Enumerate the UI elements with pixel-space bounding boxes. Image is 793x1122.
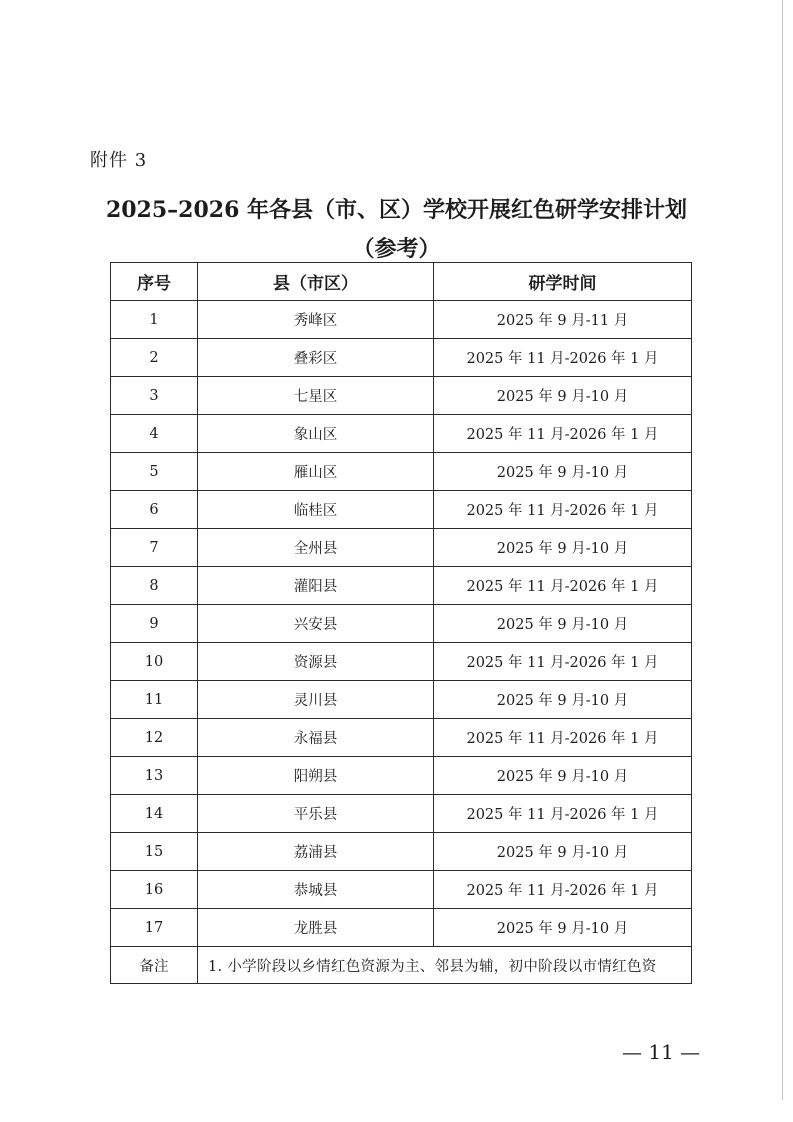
period-cell: 2025 年 9 月-10 月 [434, 757, 692, 795]
county-cell: 临桂区 [198, 491, 434, 529]
row-number-cell: 14 [111, 795, 198, 833]
period-cell: 2025 年 9 月-10 月 [434, 529, 692, 567]
period-cell: 2025 年 11 月-2026 年 1 月 [434, 567, 692, 605]
schedule-table [110, 262, 692, 984]
table-row [111, 339, 692, 377]
document-title: 2025–2026 年各县（市、区）学校开展红色研学安排计划 [105, 197, 688, 223]
county-cell: 灵川县 [198, 681, 434, 719]
table-row [111, 833, 692, 871]
period-cell: 2025 年 9 月-10 月 [434, 909, 692, 947]
period-cell: 2025 年 9 月-10 月 [434, 681, 692, 719]
remark-label: 备注 [111, 947, 198, 984]
remark-row [111, 947, 692, 984]
county-cell: 资源县 [198, 643, 434, 681]
table-row [111, 909, 692, 947]
table-row [111, 415, 692, 453]
row-number-cell: 11 [111, 681, 198, 719]
county-cell: 龙胜县 [198, 909, 434, 947]
row-number-cell: 17 [111, 909, 198, 947]
county-cell: 永福县 [198, 719, 434, 757]
county-cell: 秀峰区 [198, 301, 434, 339]
table-row [111, 453, 692, 491]
remark-text: 1. 小学阶段以乡情红色资源为主、邻县为辅，初中阶段以市情红色资 [198, 947, 692, 984]
period-cell: 2025 年 11 月-2026 年 1 月 [434, 719, 692, 757]
row-number-cell: 6 [111, 491, 198, 529]
header-county: 县（市区） [198, 263, 434, 301]
table-row [111, 377, 692, 415]
page-number: — 11 — [622, 1040, 701, 1064]
scan-edge-line [782, 0, 783, 1100]
row-number-cell: 9 [111, 605, 198, 643]
row-number-cell: 15 [111, 833, 198, 871]
table-row [111, 301, 692, 339]
header-row [111, 263, 692, 301]
county-cell: 七星区 [198, 377, 434, 415]
table-header [111, 263, 692, 301]
period-cell: 2025 年 9 月-10 月 [434, 605, 692, 643]
row-number-cell: 8 [111, 567, 198, 605]
period-cell: 2025 年 11 月-2026 年 1 月 [434, 415, 692, 453]
period-cell: 2025 年 9 月-10 月 [434, 453, 692, 491]
table-row [111, 871, 692, 909]
period-cell: 2025 年 9 月-11 月 [434, 301, 692, 339]
row-number-cell: 1 [111, 301, 198, 339]
county-cell: 叠彩区 [198, 339, 434, 377]
period-cell: 2025 年 11 月-2026 年 1 月 [434, 339, 692, 377]
period-cell: 2025 年 9 月-10 月 [434, 377, 692, 415]
row-number-cell: 16 [111, 871, 198, 909]
period-cell: 2025 年 11 月-2026 年 1 月 [434, 491, 692, 529]
table-row [111, 795, 692, 833]
table-body [111, 301, 692, 984]
county-cell: 荔浦县 [198, 833, 434, 871]
document-subtitle: （参考） [352, 236, 441, 262]
table-row [111, 529, 692, 567]
row-number-cell: 3 [111, 377, 198, 415]
header-period: 研学时间 [434, 263, 692, 301]
row-number-cell: 5 [111, 453, 198, 491]
county-cell: 平乐县 [198, 795, 434, 833]
county-cell: 兴安县 [198, 605, 434, 643]
county-cell: 恭城县 [198, 871, 434, 909]
county-cell: 灌阳县 [198, 567, 434, 605]
period-cell: 2025 年 11 月-2026 年 1 月 [434, 871, 692, 909]
county-cell: 雁山区 [198, 453, 434, 491]
row-number-cell: 12 [111, 719, 198, 757]
table-row [111, 643, 692, 681]
row-number-cell: 7 [111, 529, 198, 567]
county-cell: 阳朔县 [198, 757, 434, 795]
row-number-cell: 4 [111, 415, 198, 453]
row-number-cell: 13 [111, 757, 198, 795]
period-cell: 2025 年 11 月-2026 年 1 月 [434, 643, 692, 681]
table-row [111, 491, 692, 529]
table-row [111, 719, 692, 757]
row-number-cell: 2 [111, 339, 198, 377]
row-number-cell: 10 [111, 643, 198, 681]
county-cell: 象山区 [198, 415, 434, 453]
table-row [111, 567, 692, 605]
table-row [111, 605, 692, 643]
period-cell: 2025 年 11 月-2026 年 1 月 [434, 795, 692, 833]
header-number: 序号 [111, 263, 198, 301]
period-cell: 2025 年 9 月-10 月 [434, 833, 692, 871]
county-cell: 全州县 [198, 529, 434, 567]
table-row [111, 681, 692, 719]
attachment-label: 附件 3 [90, 150, 148, 171]
table-row [111, 757, 692, 795]
